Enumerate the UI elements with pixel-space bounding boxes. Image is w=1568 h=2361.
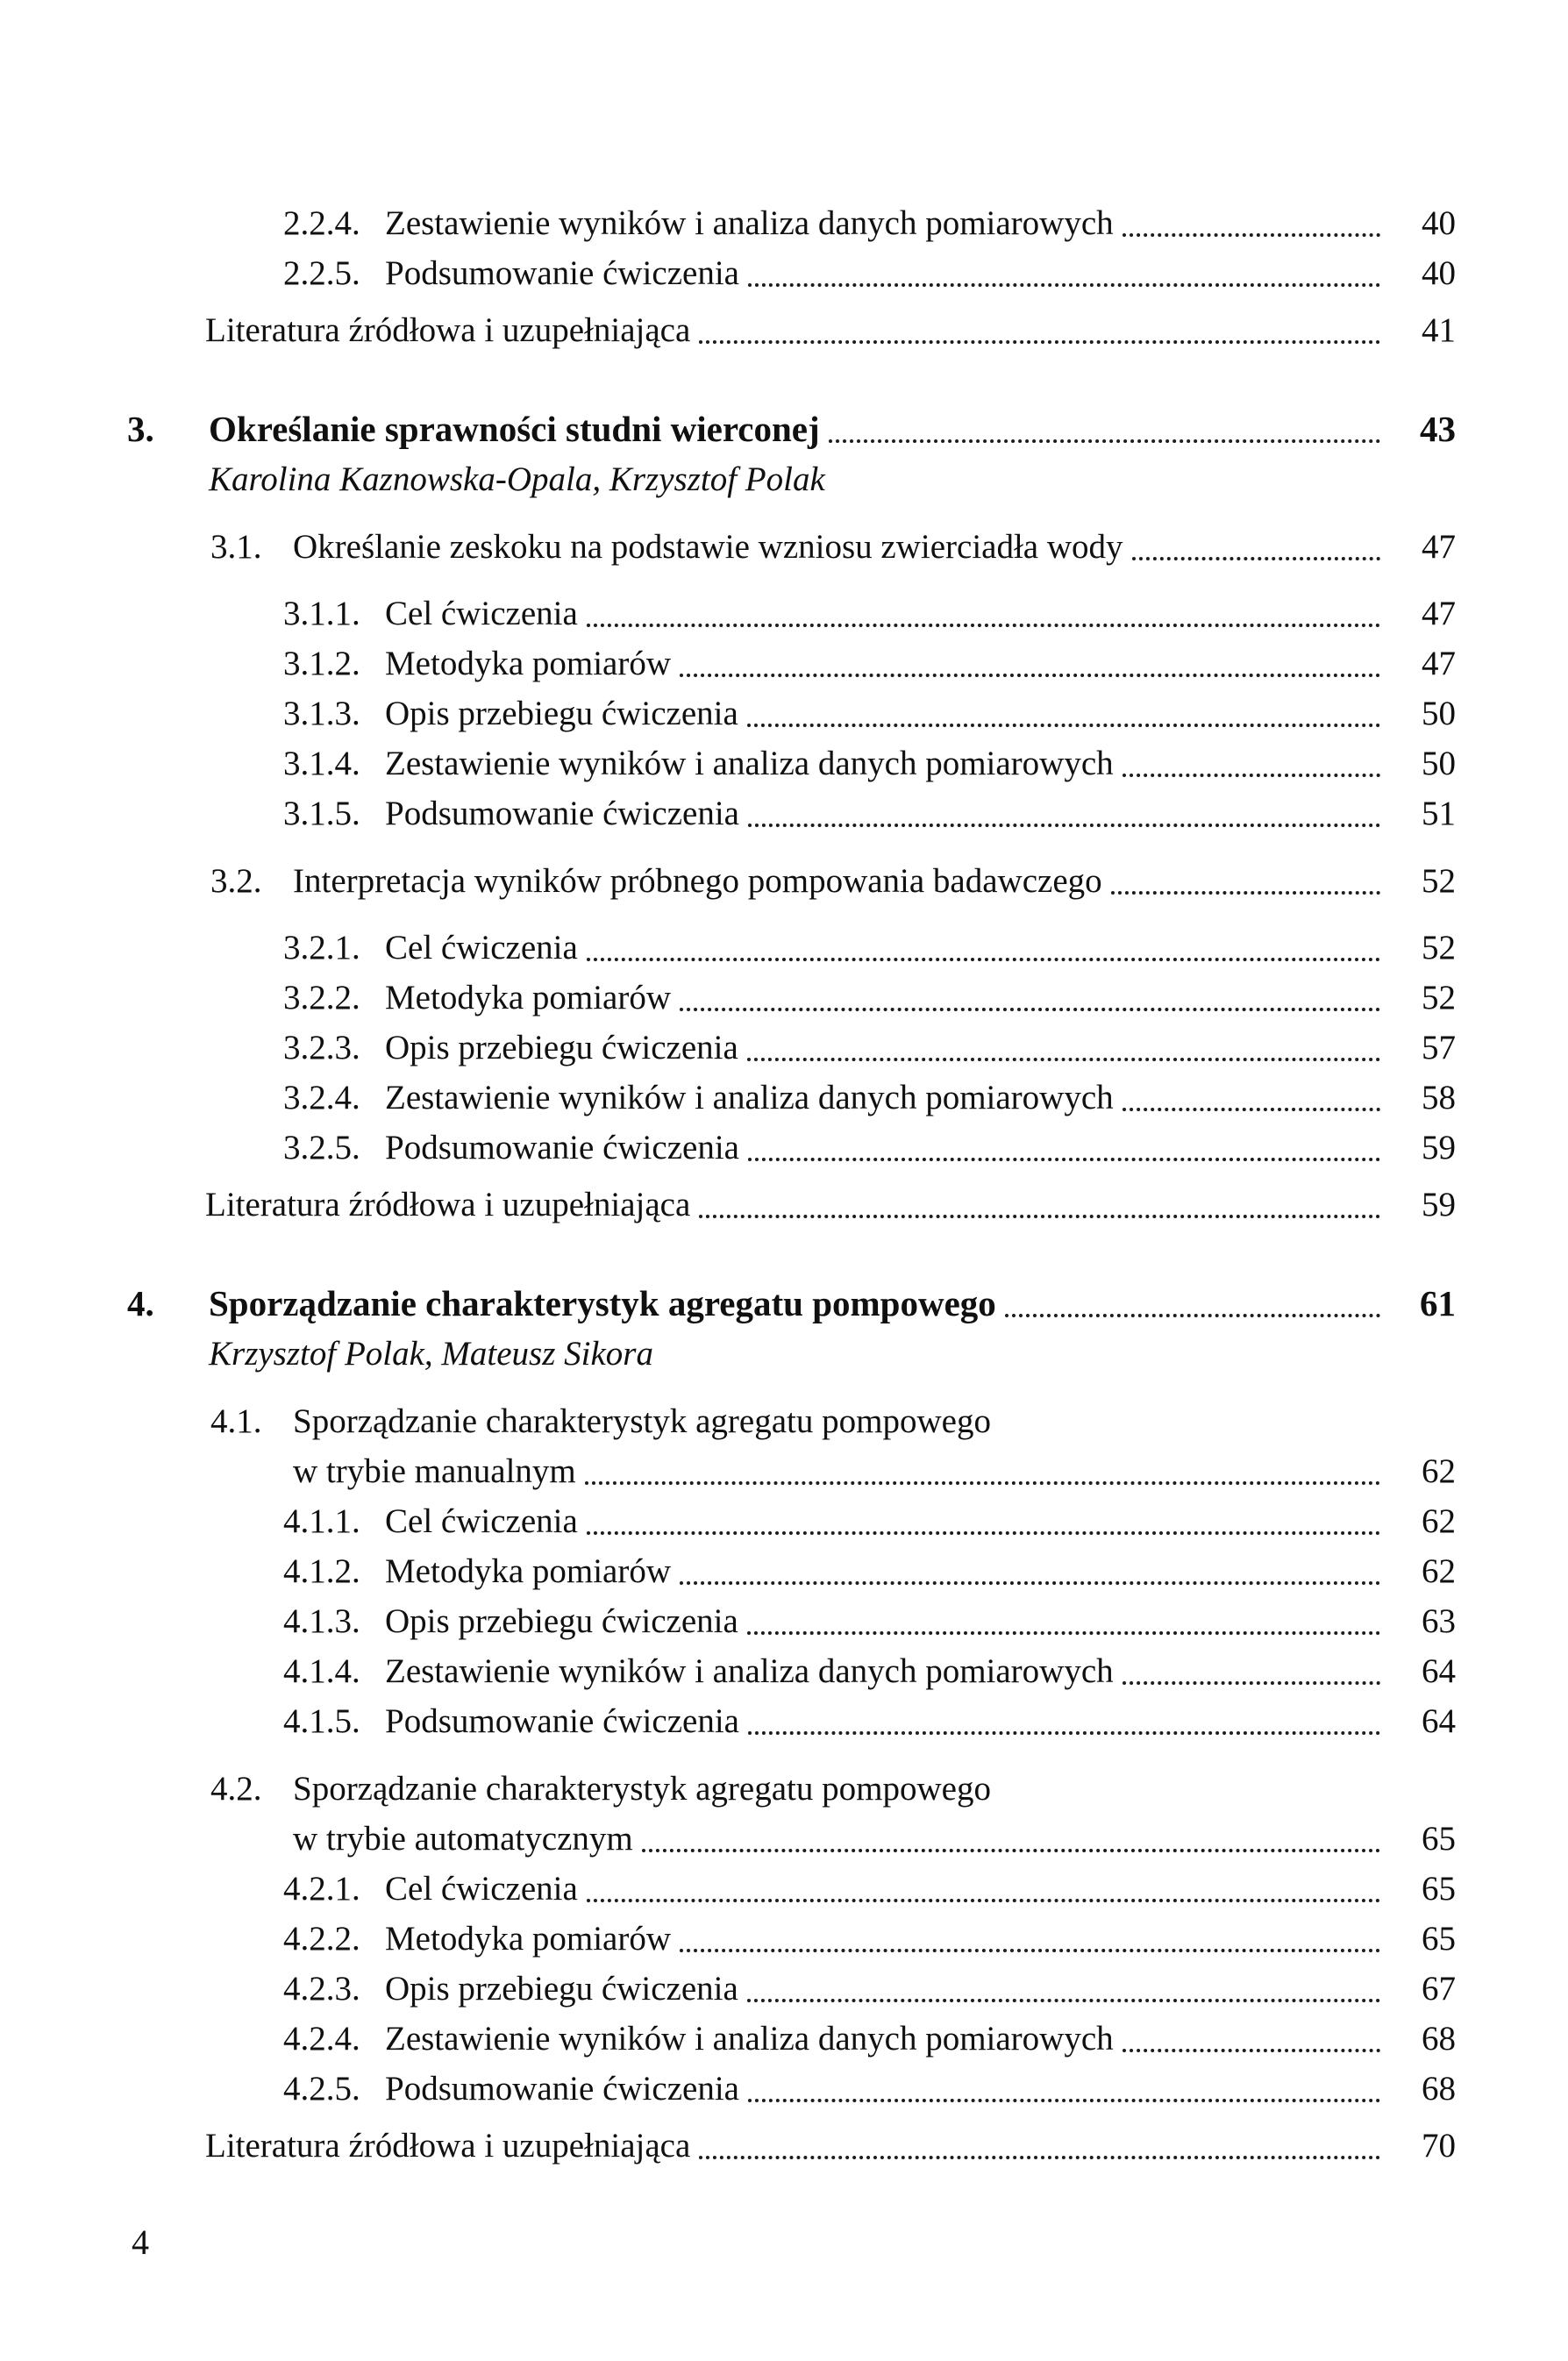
toc-entry (0, 2014, 1456, 2064)
toc-entry-line (210, 1396, 1456, 1446)
entry-label-continued: w trybie automatycznym (293, 1820, 633, 1858)
entry-number: 3.2.2. (283, 979, 360, 1016)
entry-number: 4.2. (210, 1770, 262, 1808)
dot-leader (1123, 2049, 1380, 2052)
entry-label: Sporządzanie charakterystyk agregatu pompowego (209, 1283, 996, 1323)
toc-entry-line (283, 638, 1456, 688)
dot-leader (748, 824, 1380, 827)
entry-label: Metodyka pomiarów (385, 979, 672, 1016)
toc-entry-line (283, 2064, 1456, 2114)
entry-page: 40 (1422, 204, 1456, 242)
dot-leader (829, 439, 1380, 443)
toc-entry-line (283, 1696, 1456, 1746)
entry-label: Literatura źródłowa i uzupełniająca (205, 1186, 691, 1223)
entry-page: 70 (1422, 2127, 1456, 2165)
dot-leader (699, 2156, 1380, 2159)
toc-entry-line (283, 1914, 1456, 1964)
entry-number: 4.2.5. (283, 2070, 360, 2108)
toc-entry (0, 588, 1456, 638)
toc-entry-line (283, 1646, 1456, 1696)
entry-number: 3.2.4. (283, 1079, 360, 1116)
dot-leader (680, 1581, 1380, 1585)
toc-entry (0, 788, 1456, 838)
entry-label: Literatura źródłowa i uzupełniająca (205, 2127, 691, 2165)
toc-entry-continuation-line (210, 1446, 1456, 1496)
toc-entry-line (283, 1964, 1456, 2014)
toc-entry (0, 2064, 1456, 2114)
toc-entry-line (205, 2121, 1456, 2171)
dot-leader (699, 1215, 1380, 1218)
entry-page: 62 (1422, 1552, 1456, 1590)
entry-number: 3.1.2. (283, 645, 360, 682)
toc-entry (0, 688, 1456, 738)
toc-entry (0, 404, 1456, 504)
entry-page: 52 (1422, 929, 1456, 967)
entry-number: 3.2.1. (283, 929, 360, 967)
toc-entry (0, 923, 1456, 973)
toc-entry-line (210, 856, 1456, 906)
dot-leader (1132, 557, 1380, 560)
toc-entry (0, 856, 1456, 906)
entry-page: 43 (1420, 409, 1456, 449)
entry-number: 4.2.1. (283, 1870, 360, 1908)
entry-page: 47 (1422, 595, 1456, 632)
entry-number: 3.1.1. (283, 595, 360, 632)
entry-number: 4.1.4. (283, 1652, 360, 1690)
dot-leader (587, 1899, 1380, 1902)
toc-entry (0, 248, 1456, 298)
dot-leader (587, 1531, 1380, 1535)
entry-label: Metodyka pomiarów (385, 645, 672, 682)
entry-label: Określanie zeskoku na podstawie wzniosu zwierciadła wody (293, 528, 1123, 566)
entry-number: 4.1.1. (283, 1502, 360, 1540)
dot-leader (587, 958, 1380, 961)
dot-leader (747, 1058, 1380, 1061)
entry-label-continued: w trybie manualnym (293, 1452, 576, 1490)
entry-page: 59 (1422, 1186, 1456, 1223)
toc-entry-line (283, 588, 1456, 638)
entry-page: 65 (1422, 1820, 1456, 1858)
entry-number: 3.1.4. (283, 745, 360, 782)
entry-page: 57 (1422, 1029, 1456, 1066)
entry-page: 59 (1422, 1129, 1456, 1166)
entry-label: Zestawienie wyników i analiza danych pomiarowych (385, 204, 1114, 242)
toc-entry-line (283, 2014, 1456, 2064)
entry-page: 68 (1422, 2020, 1456, 2058)
toc-entry (0, 973, 1456, 1023)
entry-page: 50 (1422, 695, 1456, 732)
dot-leader (642, 1849, 1380, 1852)
entry-number: 3.1. (210, 528, 262, 566)
entry-number: 2.2.5. (283, 254, 360, 292)
toc-entry-line (210, 1764, 1456, 1814)
toc-entry (0, 198, 1456, 248)
toc-entry-line (210, 522, 1456, 572)
dot-leader (747, 1631, 1380, 1635)
toc-entry-line (283, 248, 1456, 298)
entry-page: 67 (1422, 1970, 1456, 2008)
entry-page: 65 (1422, 1920, 1456, 1958)
entry-page: 41 (1422, 311, 1456, 349)
toc-entry-authors-line (127, 1329, 1456, 1379)
dot-leader (1123, 1681, 1380, 1685)
entry-page: 68 (1422, 2070, 1456, 2108)
entry-label: Sporządzanie charakterystyk agregatu pompowego (293, 1402, 991, 1440)
dot-leader (1123, 233, 1380, 237)
entry-number: 4.1.2. (283, 1552, 360, 1590)
toc-entry-line (283, 688, 1456, 738)
toc-entry-line (283, 1546, 1456, 1596)
entry-page: 62 (1422, 1452, 1456, 1490)
entry-label: Zestawienie wyników i analiza danych pomiarowych (385, 1079, 1114, 1116)
toc-entry-line (283, 923, 1456, 973)
entry-label: Zestawienie wyników i analiza danych pomiarowych (385, 2020, 1114, 2058)
entry-label: Zestawienie wyników i analiza danych pomiarowych (385, 745, 1114, 782)
entry-number: 4.1. (210, 1402, 262, 1440)
entry-page: 64 (1422, 1702, 1456, 1740)
entry-page: 50 (1422, 745, 1456, 782)
toc-entry (0, 1023, 1456, 1073)
entry-label: Podsumowanie ćwiczenia (385, 2070, 739, 2108)
toc-entry-line (283, 1864, 1456, 1914)
dot-leader (748, 1731, 1380, 1735)
toc-entry-line (283, 198, 1456, 248)
toc-entry (0, 1646, 1456, 1696)
toc-entry (0, 1764, 1456, 1864)
entry-label: Opis przebiegu ćwiczenia (385, 1970, 738, 2008)
toc-entry-authors-line (127, 454, 1456, 504)
entry-label: Podsumowanie ćwiczenia (385, 795, 739, 832)
entry-label: Cel ćwiczenia (385, 929, 578, 967)
toc-entry (0, 1596, 1456, 1646)
toc-entry (0, 1396, 1456, 1496)
dot-leader (680, 1949, 1380, 1952)
toc-entry-line (283, 788, 1456, 838)
entry-page: 51 (1422, 795, 1456, 832)
entry-label: Opis przebiegu ćwiczenia (385, 1602, 738, 1640)
entry-page: 52 (1422, 862, 1456, 900)
toc-entry (0, 1279, 1456, 1379)
entry-label: Metodyka pomiarów (385, 1920, 672, 1958)
toc-entry-line (205, 305, 1456, 355)
toc-entry (0, 1496, 1456, 1546)
toc-entry (0, 305, 1456, 355)
dot-leader (699, 340, 1380, 344)
dot-leader (585, 1481, 1380, 1485)
entry-label: Interpretacja wyników próbnego pompowania badawczego (293, 862, 1102, 900)
entry-page: 64 (1422, 1652, 1456, 1690)
toc-entry (0, 2121, 1456, 2171)
entry-label: Cel ćwiczenia (385, 1870, 578, 1908)
entry-page: 40 (1422, 254, 1456, 292)
entry-label: Określanie sprawności studni wierconej (209, 409, 820, 449)
entry-page: 65 (1422, 1870, 1456, 1908)
toc-entry (0, 1546, 1456, 1596)
entry-number: 4.2.3. (283, 1970, 360, 2008)
dot-leader (748, 2099, 1380, 2102)
dot-leader (680, 674, 1380, 677)
toc-entry (0, 1964, 1456, 2014)
dot-leader (748, 283, 1380, 287)
toc-entry-line (127, 404, 1456, 454)
toc-entry (0, 1696, 1456, 1746)
entry-authors: Karolina Kaznowska-Opala, Krzysztof Polak (209, 460, 825, 498)
entry-label: Zestawienie wyników i analiza danych pomiarowych (385, 1652, 1114, 1690)
toc-entry (0, 1914, 1456, 1964)
entry-label: Podsumowanie ćwiczenia (385, 1702, 739, 1740)
toc-entry-line (283, 1023, 1456, 1073)
dot-leader (1111, 891, 1380, 895)
entry-page: 47 (1422, 528, 1456, 566)
toc-entry-line (283, 1123, 1456, 1173)
toc-entry-line (283, 1073, 1456, 1123)
dot-leader (680, 1008, 1380, 1011)
entry-number: 3.2.3. (283, 1029, 360, 1066)
dot-leader (747, 1999, 1380, 2002)
entry-page: 58 (1422, 1079, 1456, 1116)
entry-number: 4.1.3. (283, 1602, 360, 1640)
entry-authors: Krzysztof Polak, Mateusz Sikora (209, 1335, 653, 1373)
entry-label: Cel ćwiczenia (385, 1502, 578, 1540)
entry-page: 62 (1422, 1502, 1456, 1540)
entry-number: 2.2.4. (283, 204, 360, 242)
entry-number: 4. (127, 1283, 154, 1323)
toc-entry (0, 638, 1456, 688)
entry-label: Podsumowanie ćwiczenia (385, 254, 739, 292)
toc-entry-line (283, 1496, 1456, 1546)
entry-number: 4.2.4. (283, 2020, 360, 2058)
entry-label: Sporządzanie charakterystyk agregatu pompowego (293, 1770, 991, 1808)
entry-label: Podsumowanie ćwiczenia (385, 1129, 739, 1166)
toc-entry (0, 1180, 1456, 1230)
dot-leader (748, 1158, 1380, 1161)
dot-leader (747, 724, 1380, 727)
entry-label: Opis przebiegu ćwiczenia (385, 1029, 738, 1066)
dot-leader (1123, 774, 1380, 777)
dot-leader (1123, 1108, 1380, 1111)
toc-entry (0, 1073, 1456, 1123)
entry-number: 3.1.3. (283, 695, 360, 732)
toc-entry-line (127, 1279, 1456, 1329)
entry-label: Literatura źródłowa i uzupełniająca (205, 311, 691, 349)
toc-entry (0, 738, 1456, 788)
entry-page: 47 (1422, 645, 1456, 682)
entry-number: 4.2.2. (283, 1920, 360, 1958)
entry-number: 3.2.5. (283, 1129, 360, 1166)
dot-leader (1005, 1314, 1380, 1317)
dot-leader (587, 624, 1380, 627)
toc-entry (0, 1123, 1456, 1173)
toc-entry-line (283, 973, 1456, 1023)
toc-entry (0, 522, 1456, 572)
entry-number: 3.2. (210, 862, 262, 900)
entry-number: 3. (127, 409, 154, 449)
entry-label: Opis przebiegu ćwiczenia (385, 695, 738, 732)
toc-entry-line (283, 1596, 1456, 1646)
toc-entry-line (283, 738, 1456, 788)
toc-entry-continuation-line (210, 1814, 1456, 1864)
entry-number: 3.1.5. (283, 795, 360, 832)
entry-number: 4.1.5. (283, 1702, 360, 1740)
entry-page: 52 (1422, 979, 1456, 1016)
toc-entry-line (205, 1180, 1456, 1230)
toc-entry (0, 1864, 1456, 1914)
entry-page: 63 (1422, 1602, 1456, 1640)
entry-label: Cel ćwiczenia (385, 595, 578, 632)
entry-page: 61 (1420, 1283, 1456, 1323)
toc-list (0, 198, 1456, 2171)
page-number-footer: 4 (132, 2222, 149, 2262)
entry-label: Metodyka pomiarów (385, 1552, 672, 1590)
